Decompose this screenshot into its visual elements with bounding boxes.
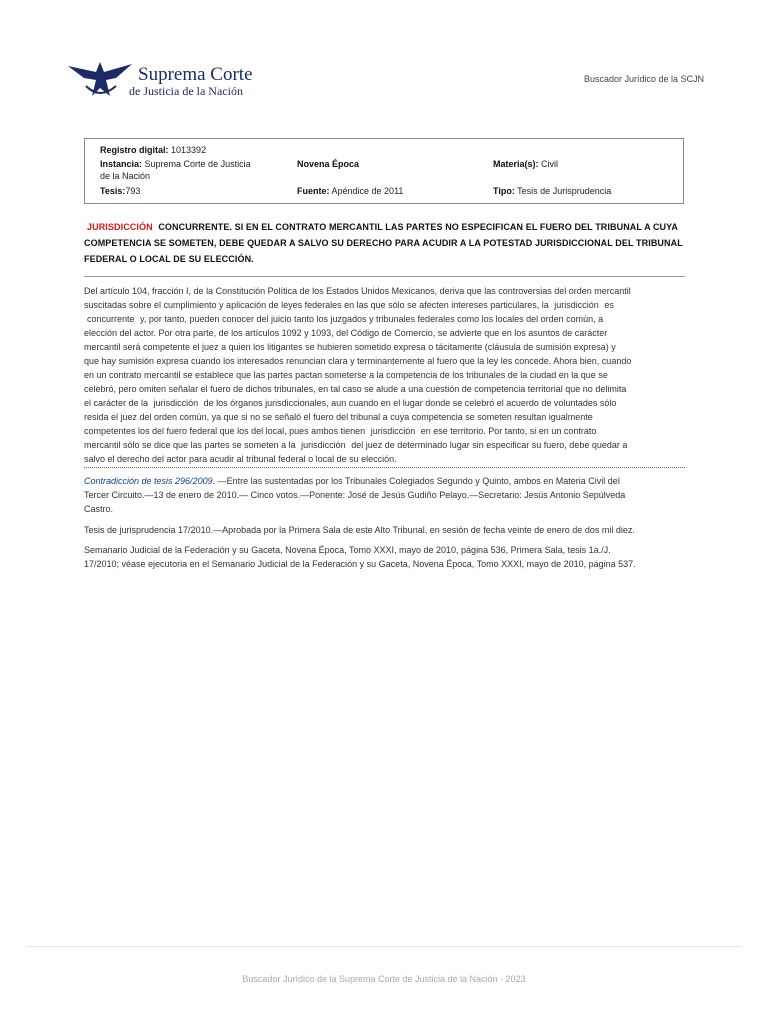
footer-divider	[26, 946, 742, 947]
body-text: competentes los del fuero federal que los del local, pues ambos tienen	[84, 426, 366, 436]
tesis-title	[84, 219, 684, 267]
materia	[493, 158, 558, 170]
instancia-value-line2: de la Nación	[100, 171, 151, 181]
body-line: celebró, pero omiten señalar el fuero de dichos tribunales, en tal caso se alude a una cuestión de competencia territorial que no delimita	[84, 384, 627, 394]
body-line: que hay sumisión expresa cuando los interesados renuncian clara y terminantemente al fuero que la ley les concede. Ahora bien, cuando	[84, 356, 632, 366]
body-text: y, por tanto, pueden conocer del juicio tanto los juzgados y tribunales federales como los locales del orden común, a	[140, 314, 604, 324]
body-line: Del artículo 104, fracción I, de la Constitución Política de los Estados Unidos Mexicanos, deriva que las controversias del orden mercantil	[84, 286, 631, 296]
jurisprudencia-note: Tesis de jurisprudencia 17/2010.—Aprobada por la Primera Sala de este Alto Tribunal, en sesión de fecha veinte de enero de dos mil diez.	[84, 525, 635, 535]
body-line	[84, 438, 688, 452]
scjn-logo[interactable]	[66, 56, 253, 102]
keyword-highlight: jurisdicción	[153, 398, 199, 408]
registro-value: 1013392	[171, 145, 207, 155]
fuente-label: Fuente:	[297, 186, 330, 196]
body-text: mercantil sólo se dice que las partes se someten a la	[84, 440, 296, 450]
tesis-value: 793	[125, 186, 141, 196]
title-line-3: FEDERAL O LOCAL DE SU ELECCIÓN.	[84, 254, 254, 264]
body-text: en ese territorio. Por tanto, si en un contrato	[420, 426, 597, 436]
footer-text: Buscador Jurídico de la Suprema Corte de Justicia de la Nación - 2023	[242, 974, 526, 984]
logo-title: Suprema Corte	[138, 64, 253, 85]
registro-label: Registro digital:	[100, 145, 169, 155]
body-line: mercantil será competente el juez a quien los litigantes se hubieren sometido expresa o tácitamente (cláusula de sumisión expresa) y	[84, 342, 616, 352]
title-highlight: JURISDICCIÓN	[87, 222, 153, 232]
title-line-2: COMPETENCIA SE SOMETEN, DEBE QUEDAR A SALVO SU DERECHO PARA ACUDIR A LA POTESTAD JURISDICCIONAL DEL TRIBUNAL	[84, 238, 683, 248]
metadata-box	[84, 138, 684, 204]
semanario-line-1: Semanario Judicial de la Federación y su Gaceta, Novena Época, Tomo XXXI, mayo de 2010, página 536, Primera Sala, tesis 1a./J.	[84, 545, 611, 555]
tipo-value: Tesis de Jurisprudencia	[517, 186, 612, 196]
body-text: suscitadas sobre el cumplimiento y aplicación de leyes federales en las que sólo se afecten intereses particulares, la	[84, 300, 549, 310]
semanario-citation	[84, 543, 688, 571]
body-line	[84, 396, 688, 410]
tipo-label: Tipo:	[493, 186, 515, 196]
title-line-1-text: CONCURRENTE. SI EN EL CONTRATO MERCANTIL LAS PARTES NO ESPECIFICAN EL FUERO DEL TRIBUNAL A CUYA	[158, 222, 679, 232]
fuente	[297, 185, 403, 197]
tesis-number	[100, 185, 140, 197]
body-text: el carácter de la	[84, 398, 149, 408]
fuente-value: Apéndice de 2011	[331, 186, 404, 196]
precedent-line-2: Tercer Circuito.—13 de enero de 2010.— Cinco votos.—Ponente: José de Jesús Gudiño Pelayo.—Secretario: Jesús Antonio Sepúlveda	[84, 490, 626, 500]
keyword-highlight: jurisdicción	[554, 300, 599, 310]
tesis-label: Tesis:	[100, 186, 126, 196]
semanario-line-2: 17/2010; véase ejecutoria en el Semanario Judicial de la Federación y su Gaceta, Novena Época, Tomo XXXI, mayo de 2010, página 537.	[84, 559, 636, 569]
instancia	[100, 158, 275, 182]
title-line-1	[84, 219, 684, 235]
registro-digital	[100, 144, 206, 156]
body-line: resida el juez del orden común, ya que si no se señaló el fuero del tribunal a cuya competencia se someten resultan igualmente	[84, 412, 593, 422]
epoca	[297, 158, 359, 170]
instancia-label: Instancia:	[100, 159, 143, 169]
body-line: elección del actor. Por otra parte, de los artículos 1092 y 1093, del Código de Comercio, se advierte que en los asuntos de carácter	[84, 328, 608, 338]
epoca-value: Novena Época	[297, 159, 360, 169]
body-line	[84, 312, 688, 326]
logo-subtitle: de Justicia de la Nación	[129, 84, 243, 98]
body-text: del juez de determinado lugar sin especificar su fuero, debe quedar a	[351, 440, 628, 450]
dotted-divider	[84, 467, 685, 468]
precedent-line-1	[84, 474, 688, 488]
divider	[84, 276, 685, 277]
precedent-line-3: Castro.	[84, 504, 114, 514]
materia-label: Materia(s):	[493, 159, 539, 169]
body-line: en un contrato mercantil se establece que las partes pactan someterse a la competencia de los tribunales de la ciudad en la que se	[84, 370, 608, 380]
tipo	[493, 185, 611, 197]
body-text: es	[604, 300, 614, 310]
body-line	[84, 424, 688, 438]
body-line: salvo el derecho del actor para acudir al tribunal federal o local de su elección.	[84, 454, 397, 464]
body-text: de los órganos jurisdiccionales, aun cuando en el lugar donde se celebró el acuerdo de voluntades sólo	[203, 398, 617, 408]
keyword-highlight: jurisdicción	[370, 426, 416, 436]
instancia-value: Suprema Corte de Justicia	[144, 159, 251, 169]
keyword-highlight: concurrente	[87, 314, 135, 324]
tesis-body	[84, 284, 688, 466]
contradiccion-link[interactable]: Contradicción de tesis 296/2009.	[84, 476, 216, 486]
keyword-highlight: jurisdicción	[301, 440, 346, 450]
materia-value: Civil	[541, 159, 559, 169]
precedent-text: —Entre las sustentadas por los Tribunales Colegiados Segundo y Quinto, ambos en Materia Civil del	[215, 476, 620, 486]
eagle-emblem-icon	[66, 58, 136, 100]
body-line	[84, 298, 688, 312]
buscador-link[interactable]: Buscador Jurídico de la SCJN	[583, 74, 704, 84]
precedent	[84, 474, 688, 516]
